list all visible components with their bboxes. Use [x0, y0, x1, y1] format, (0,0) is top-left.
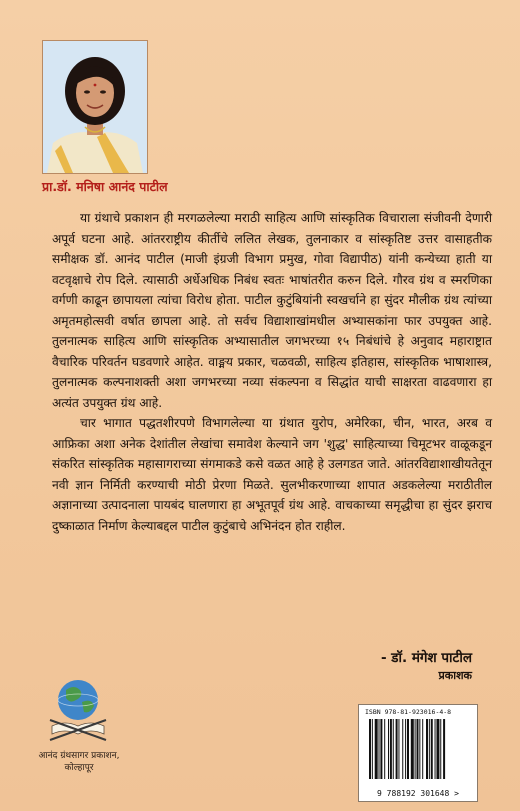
barcode-bar: [440, 719, 441, 779]
barcode-bar: [436, 719, 439, 779]
signature-name: - डॉ. मंगेश पाटील: [380, 650, 472, 666]
publisher-name: [20, 750, 138, 774]
barcode-number: 9 788192 301648 >: [377, 789, 459, 798]
barcode-bar: [372, 719, 373, 779]
isbn-barcode: [358, 704, 478, 802]
barcode-bar: [379, 719, 380, 779]
barcode-bar: [390, 719, 392, 779]
barcode-bar: [415, 719, 416, 779]
barcode-bar: [396, 719, 398, 779]
isbn-label: ISBN 978-81-923016-4-8: [365, 708, 452, 716]
blurb-paragraph: या ग्रंथाचे प्रकाशन ही मरगळलेल्या मराठी साहित्य आणि सांस्कृतिक विचाराला संजीवनी देणारी अपूर्व घटना आहे. आंतरराष्ट्रीय कीर्तीचे ललित लेखक, तुलनाकार व सांस्कृतिष्ट उत्तर वासाहतीक समीक्षक डॉ. आनंद पाटील (माजी इंग्रजी विभाग प्रमुख, गोवा विद्यापीठ) यांनी कन्येच्या हाती या वटवृक्षाचे रोप दिले. त्यासाठी अर्धेअधिक निबंध स्वतः भाषांतरीत करुन दिले. गौरव ग्रंथ व स्मरणिका वर्गणी काढून छापायला त्यांचा विरोध होता. पाटील कुटुंबियांनी स्वखर्चाने हा सुंदर मौलीक ग्रंथ त्यांच्या अमृतमहोत्सवी वर्षात छापला आहे. तो सर्वच विद्याशाखांमधील अभ्यासकांना फार उपयुक्त आहे. तुलनात्मक साहित्य आणि सांस्कृतिक अभ्यासातील जगभरच्या १५ निबंधांचे हे अनुवाद महाराष्ट्रात वैचारिक परिवर्तन घडवणारे आहेत. वाङ्मय प्रकार, चळवळी, साहित्य इतिहास, सांस्कृतिक भाषाशास्त्र, तुलनात्मक कल्पनाशक्ती अशा जगभरच्या नव्या संकल्पना व सिद्धांत याची साक्षरता वाढवणारा हा अत्यंत उपयुक्त ग्रंथ आहे.: [52, 211, 492, 410]
barcode-bar: [405, 719, 406, 779]
barcode-bar: [384, 719, 385, 779]
author-photo: [42, 40, 148, 174]
signature-role: प्रकाशक: [438, 669, 472, 682]
barcode-bar: [419, 719, 420, 779]
barcode-bar: [431, 719, 433, 779]
barcode-bar: [388, 719, 389, 779]
author-name: प्रा.डॉ. मनिषा आनंद पाटील: [42, 179, 168, 194]
barcode-bar: [402, 719, 403, 779]
barcode-bar: [417, 719, 419, 779]
barcode-bar: [422, 719, 423, 779]
barcode-bar: [393, 719, 394, 779]
barcode-bar: [398, 719, 399, 779]
barcode-bar: [429, 719, 430, 779]
barcode-bar: [407, 719, 409, 779]
blurb-text: [52, 208, 492, 536]
signature-block: [381, 648, 472, 683]
blurb-paragraph: चार भागात पद्धतशीरपणे विभागलेल्या या ग्रंथात युरोप, अमेरिका, चीन, भारत, अरब व आफ्रिका अशा अनेक देशांतील लेखांचा समावेश केल्याने जग 'शुद्ध' साहित्याच्या चिमूटभर वाळूकडून संकरित सांस्कृतिक महासागराच्या संगमाकडे कसे वळत आहे हे उलगडत जाते. आंतरविद्याशाखीयतेतून नवी ज्ञान निर्मिती करण्याची मोठी प्रेरणा मिळते. सुलभीकरणाच्या शापात अडकलेल्या मराठीतील अज्ञानाच्या उत्पादनाला पायबंद घालणारा हा अभूतपूर्व ग्रंथ आहे. वाचकाच्या समृद्धीचा हा सुंदर झराच दुष्काळात निर्माण केल्याबद्दल पाटील कुटुंबाचे अभिनंदन होत राहील.: [52, 416, 492, 533]
publisher-line: आनंद ग्रंथसागर प्रकाशन,: [38, 751, 120, 761]
barcode-bar: [426, 719, 428, 779]
barcode-bar: [443, 719, 445, 779]
barcode-bars: [365, 719, 471, 779]
barcode-bar: [380, 719, 382, 779]
publisher-logo-icon: [40, 676, 116, 746]
barcode-bar: [369, 719, 371, 779]
barcode-bar: [435, 719, 436, 779]
barcode-bar: [375, 719, 378, 779]
publisher-city: कोल्हापूर: [64, 763, 94, 773]
barcode-bar: [411, 719, 414, 779]
